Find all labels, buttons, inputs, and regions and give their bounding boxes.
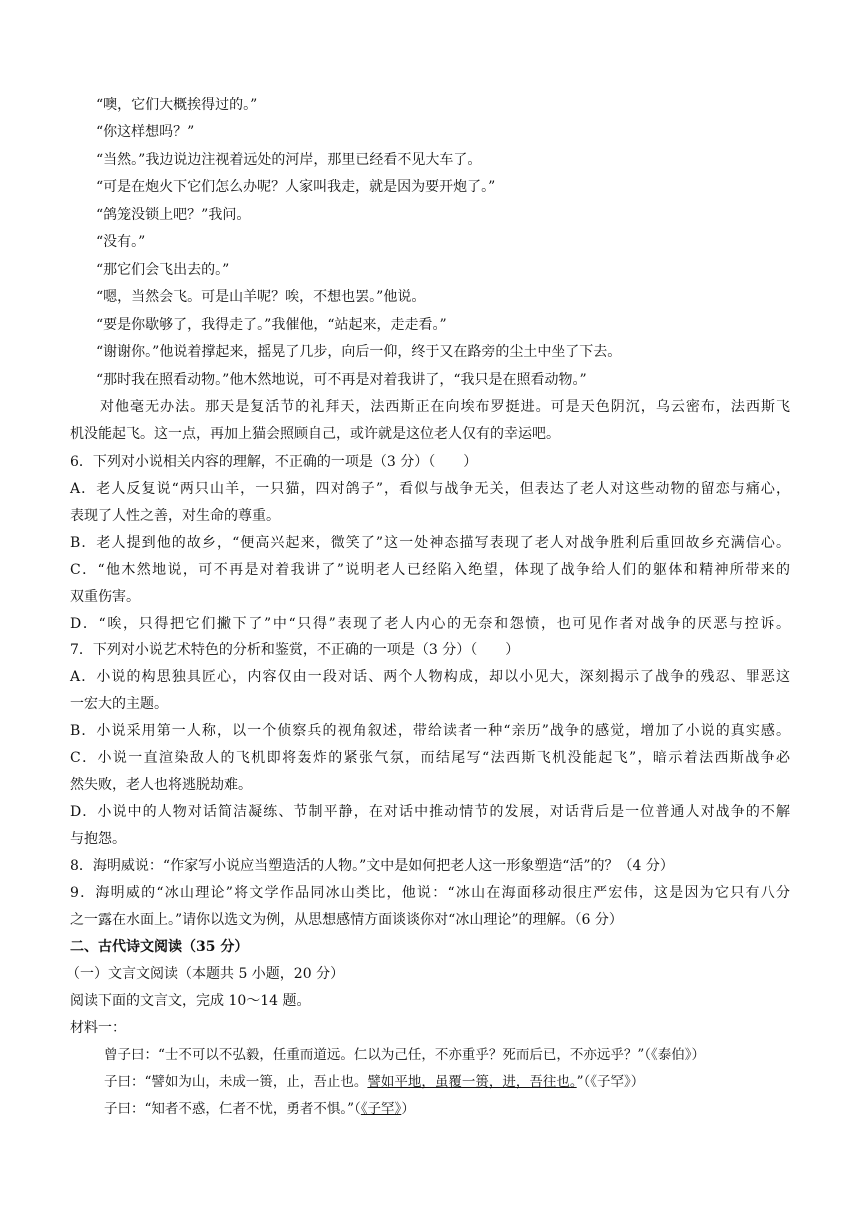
section-title: 二、古代诗文阅读（35 分） — [70, 939, 249, 955]
dialogue-line: “当然。”我边说边注视着远处的河岸，那里已经看不见大车了。 — [96, 152, 482, 168]
subsection-title: （一）文言文阅读（本题共 5 小题，20 分） — [66, 966, 345, 982]
q6-option-a-cont: 表现了人性之善，对生命的尊重。 — [70, 508, 280, 524]
q7-option-d: D．小说中的人物对话简洁凝练、节制平静，在对话中推动情节的发展，对话背后是一位普通人对战争的不解 — [70, 804, 790, 820]
dialogue-line: “嗯，当然会飞。可是山羊呢？唉，不想也罢。”他说。 — [96, 289, 426, 305]
q6-option-c: C．“他木然地说，可不再是对着我讲了”说明老人已经陷入绝望，体现了战争给人们的躯体和精神所带来的 — [70, 562, 790, 578]
q6-option-d: D．“唉，只得把它们撇下了”中“只得”表现了老人内心的无奈和怨愤，也可见作者对战争的厌恶与控诉。 — [70, 616, 790, 632]
dialogue-line: “要是你歇够了，我得走了。”我催他，“站起来，走走看。” — [96, 317, 447, 333]
q6-option-c-cont: 双重伤害。 — [70, 589, 140, 605]
classical-quote: 曾子曰：“士不可以不弘毅，任重而道远。仁以为己任，不亦重乎？死而后已，不亦远乎？”（《泰伯》） — [104, 1047, 706, 1063]
quote-text: 子曰：“譬如为山，未成一篑，止，吾止也。 — [104, 1074, 368, 1090]
dialogue-line: “没有。” — [96, 234, 146, 250]
underlined-source: 《子罕》 — [360, 1101, 402, 1117]
quote-source: ”（《子罕》） — [576, 1074, 645, 1090]
quote-text: 子曰：“知者不惑，仁者不忧，勇者不惧。”（ — [104, 1101, 361, 1117]
q7-option-b: B．小说采用第一人称，以一个侦察兵的视角叙述，带给读者一种“亲历”战争的感觉，增加了小说的真实感。 — [70, 723, 790, 739]
q7-option-a-cont: 一宏大的主题。 — [70, 696, 168, 712]
story-ending-line: 对他毫无办法。那天是复活节的礼拜天，法西斯正在向埃布罗挺进。可是天色阴沉，乌云密布，法西斯飞 — [100, 399, 790, 415]
dialogue-line: “你这样想吗？” — [96, 124, 195, 140]
q7-option-c-cont: 然失败，老人也将逃脱劫难。 — [70, 777, 252, 793]
q8-stem: 8．海明威说：“作家写小说应当塑造活的人物。”文中是如何把老人这一形象塑造“活”的？（4 分） — [70, 858, 674, 874]
q9-stem: 9．海明威的“冰山理论”将文学作品同冰山类比，他说：“冰山在海面移动很庄严宏伟，这是因为它只有八分 — [70, 885, 790, 901]
dialogue-line: “鸽笼没锁上吧？”我问。 — [96, 207, 251, 223]
q6-option-b: B．老人提到他的故乡，“便高兴起来，微笑了”这一处神态描写表现了老人对战争胜利后重回故乡充满信心。 — [70, 535, 790, 551]
dialogue-line: “那时我在照看动物。”他木然地说，可不再是对着我讲了，“我只是在照看动物。” — [96, 372, 587, 388]
dialogue-line: “谢谢你。”他说着撑起来，摇晃了几步，向后一仰，终于又在路旁的尘土中坐了下去。 — [96, 344, 622, 360]
q7-option-d-cont: 与抱怨。 — [70, 831, 126, 847]
dialogue-line: “那它们会飞出去的。” — [96, 262, 230, 278]
q9-stem-cont: 之一露在水面上。”请你以选文为例，从思想感情方面谈谈你对“冰山理论”的理解。（6 分） — [70, 912, 623, 928]
dialogue-line: “噢，它们大概挨得过的。” — [96, 97, 258, 113]
classical-quote — [104, 1072, 644, 1092]
material-label: 材料一： — [70, 1020, 126, 1036]
q7-stem: 7．下列对小说艺术特色的分析和鉴赏，不正确的一项是（3 分）（ ） — [70, 642, 520, 658]
story-ending-line: 机没能起飞。这一点，再加上猫会照顾自己，或许就是这位老人仅有的幸运吧。 — [70, 426, 560, 442]
q7-option-a: A．小说的构思独具匠心，内容仅由一段对话、两个人物构成，却以小见大，深刻揭示了战争的残忍、罪恶这 — [70, 669, 790, 685]
classical-quote — [104, 1099, 415, 1119]
underlined-sentence: 譬如平地，虽覆一篑，进，吾往也。 — [367, 1074, 577, 1090]
dialogue-line: “可是在炮火下它们怎么办呢？人家叫我走，就是因为要开炮了。” — [96, 179, 496, 195]
reading-instruction: 阅读下面的文言文，完成 10～14 题。 — [70, 993, 311, 1009]
q6-option-a: A．老人反复说“两只山羊，一只猫，四对鸽子”，看似与战争无关，但表达了老人对这些动物的留恋与痛心， — [70, 481, 790, 497]
q6-stem: 6．下列对小说相关内容的理解，不正确的一项是（3 分）（ ） — [70, 454, 478, 470]
q7-option-c: C．小说一直渲染敌人的飞机即将轰炸的紧张气氛，而结尾写“法西斯飞机没能起飞”，暗示着法西斯战争必 — [70, 750, 790, 766]
quote-source: ） — [401, 1101, 415, 1117]
